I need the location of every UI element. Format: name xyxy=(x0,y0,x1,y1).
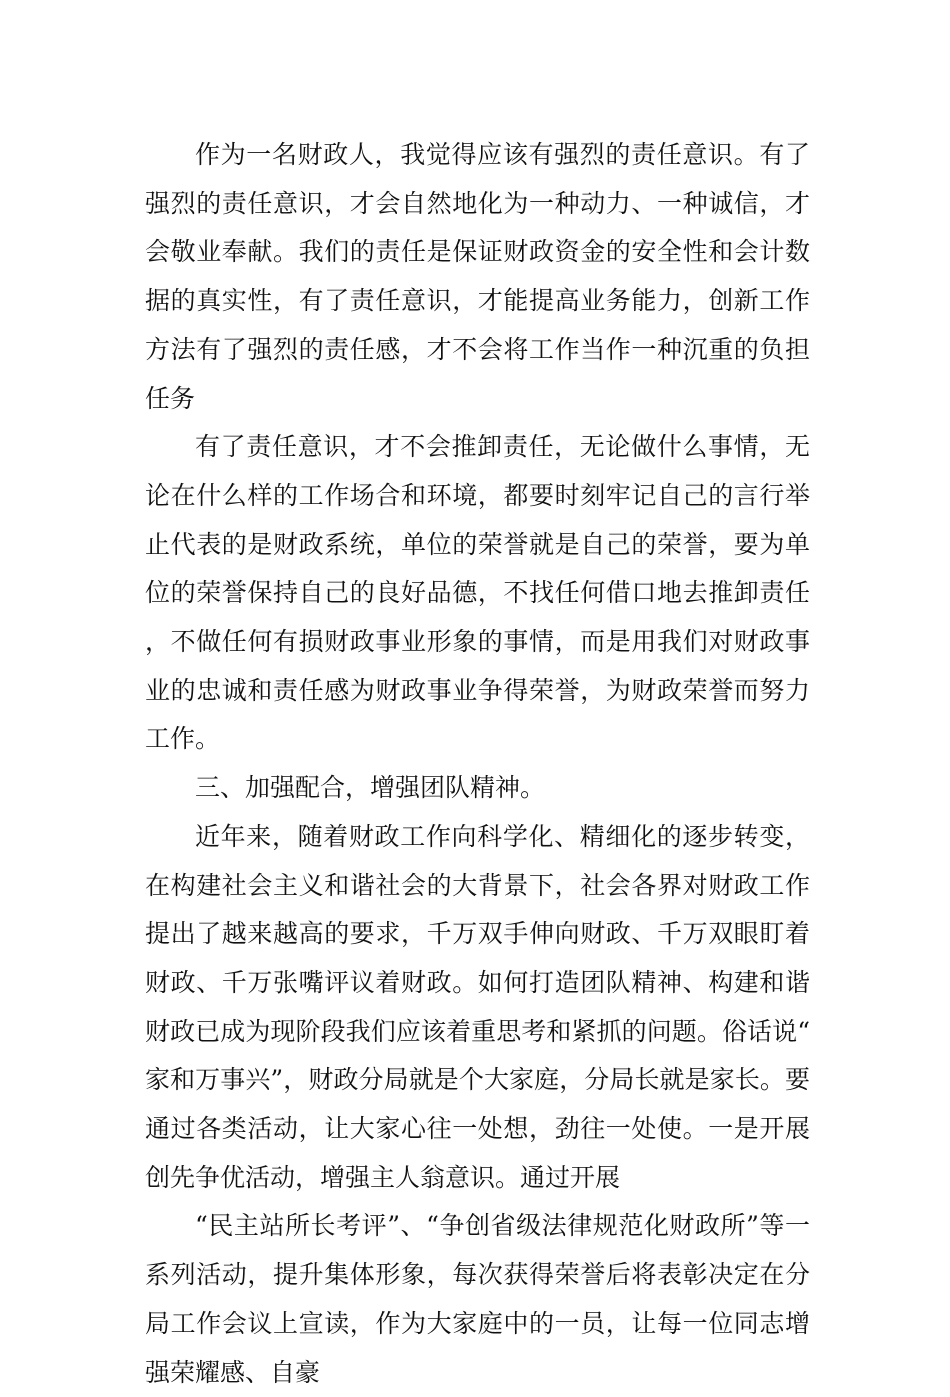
paragraph-activities: “民主站所长考评”、“争创省级法律规范化财政所”等一系列活动，提升集体形象，每次获得荣誉后将表彰决定在分局工作会议上宣读，作为大家庭中的一员，让每一位同志增强荣耀感、自豪 xyxy=(145,1211,810,1387)
section-heading-teamwork: 三、加强配合，增强团队精神。 xyxy=(195,773,546,803)
paragraph-no-shirking: 有了责任意识，才不会推卸责任，无论做什么事情，无论在什么样的工作场合和环境，都要时刻牢记自己的言行举止代表的是财政系统，单位的荣誉就是自己的荣誉，要为单位的荣誉保持自己的良好品德，不找任何借口地去推卸责任，不做任何有损财政事业形象的事情，而是用我们对财政事业的忠诚和责任感为财政事业争得荣誉，为财政荣誉而努力工作。 xyxy=(145,432,810,754)
paragraph-recent-years: 近年来，随着财政工作向科学化、精细化的逐步转变，在构建社会主义和谐社会的大背景下，社会各界对财政工作提出了越来越高的要求，千万双手伸向财政、千万双眼盯着财政、千万张嘴评议着财政。如何打造团队精神、构建和谐财政已成为现阶段我们应该着重思考和紧抓的问题。俗话说“家和万事兴”，财政分局就是个大家庭，分局长就是家长。要通过各类活动，让大家心往一处想，劲往一处使。一是开展创先争优活动，增强主人翁意识。通过开展 xyxy=(145,821,810,1192)
paragraph-responsibility-awareness: 作为一名财政人，我觉得应该有强烈的责任意识。有了强烈的责任意识，才会自然地化为一种动力、一种诚信，才会敬业奉献。我们的责任是保证财政资金的安全性和会计数据的真实性，有了责任意识，才能提高业务能力，创新工作方法有了强烈的责任感，才不会将工作当作一种沉重的负担任务 xyxy=(145,140,810,413)
document-page xyxy=(145,131,810,1397)
